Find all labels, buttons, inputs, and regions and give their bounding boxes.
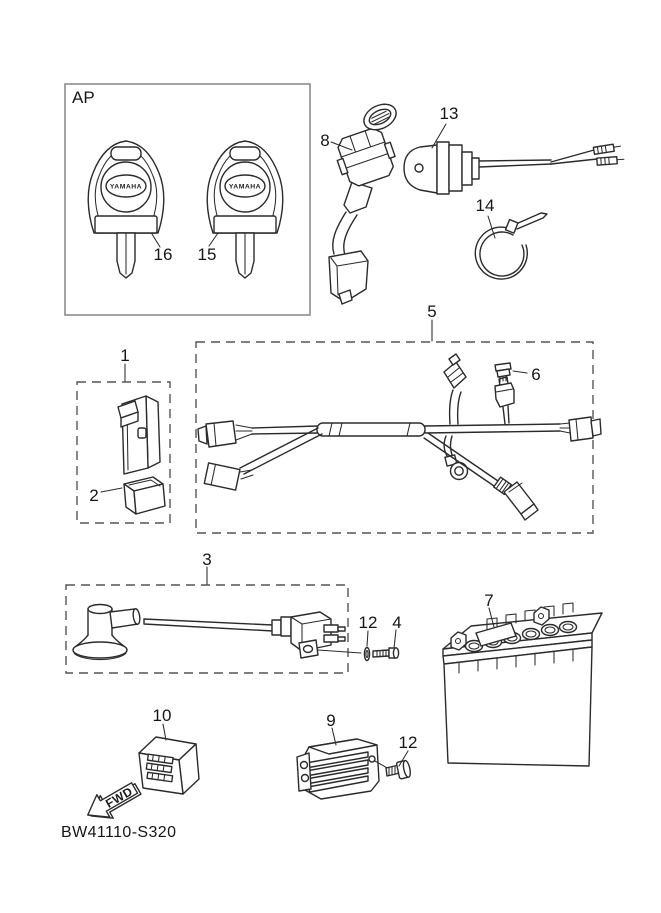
callout-16-group (152, 234, 172, 264)
key-15 (207, 141, 283, 278)
callout-13: 13 (439, 104, 459, 123)
callout-12-stand: 12 (358, 613, 378, 632)
cable-tie (475, 213, 547, 279)
bolt-4 (373, 648, 399, 658)
callout-14: 14 (475, 196, 495, 215)
callout-7-group (484, 591, 494, 627)
washer-12 (364, 648, 369, 661)
switch-13 (404, 142, 624, 194)
callout-8: 8 (320, 131, 330, 150)
fuse (495, 363, 511, 382)
callout-2: 2 (89, 486, 99, 505)
callout-5: 5 (427, 302, 437, 321)
callout-12a-group (359, 613, 378, 646)
callout-10: 10 (152, 706, 172, 725)
callout-9: 9 (326, 711, 336, 730)
callout-3-group (202, 550, 211, 584)
fwd-arrow (81, 775, 144, 828)
callout-6: 6 (531, 365, 541, 384)
callout-12-rectifier: 12 (398, 733, 418, 752)
battery (443, 603, 602, 766)
main-switch (329, 99, 400, 304)
key-15-brand: YAMAHA (228, 183, 262, 191)
callout-5-group (427, 302, 436, 341)
callout-15-group (198, 233, 218, 264)
callout-15: 15 (197, 245, 217, 264)
bolt-12b (386, 760, 412, 779)
callout-10-group (153, 706, 172, 740)
callout-1-group (120, 346, 129, 381)
callout-9-group (326, 711, 336, 745)
callout-16: 16 (153, 245, 173, 264)
callout-12b-group (399, 733, 418, 766)
drawing-code: BW41110-S320 (61, 824, 177, 841)
callout-3: 3 (202, 550, 212, 569)
callout-6-group (513, 365, 541, 384)
callout-1: 1 (120, 346, 130, 365)
callout-2-group (89, 486, 122, 505)
callout-7: 7 (484, 591, 494, 610)
stand-switch-assembly (66, 585, 361, 673)
key-16-brand: YAMAHA (109, 183, 143, 191)
rectifier-regulator (297, 739, 389, 799)
callout-4-group (392, 613, 401, 648)
key-16 (88, 141, 164, 278)
fwd-label: FWD (103, 784, 136, 811)
callout-4: 4 (392, 613, 402, 632)
ap-label: AP (72, 88, 95, 107)
relay (139, 737, 199, 794)
